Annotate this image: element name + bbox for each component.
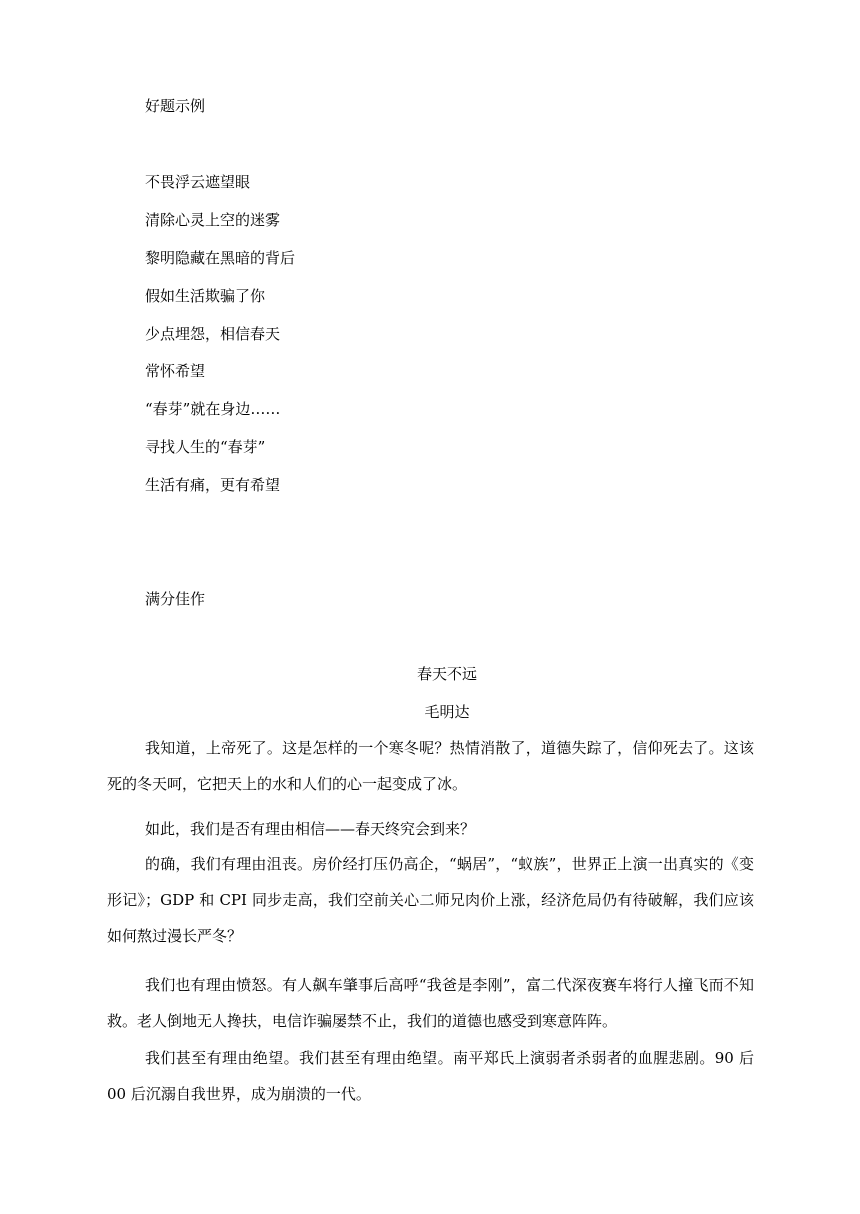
example-title: 清除心灵上空的迷雾 xyxy=(145,211,281,229)
example-title: 生活有痛，更有希望 xyxy=(145,476,281,494)
example-title: 假如生活欺骗了你 xyxy=(145,287,266,305)
example-title: 常怀希望 xyxy=(145,362,206,380)
essay-paragraph: 我们甚至有理由绝望。我们甚至有理由绝望。南平郑氏上演弱者杀弱者的血腥悲剧。90 后 00 后沉溺自我世界，成为崩溃的一代。 xyxy=(107,1049,754,1103)
essay-paragraph: 的确，我们有理由沮丧。房价经打压仍高企，“蜗居”，“蚁族”，世界正上演一出真实的《变形记》；GDP 和 CPI 同步走高，我们空前关心二师兄肉价上涨，经济危局仍有待破解，我们应该如何熬过漫长严冬？ xyxy=(107,855,754,945)
essay-author: 毛明达 xyxy=(424,703,470,721)
example-title: 寻找人生的“春芽” xyxy=(145,438,266,456)
example-title: 不畏浮云遮望眼 xyxy=(145,173,251,191)
essay-paragraph: 如此，我们是否有理由相信——春天终究会到来？ xyxy=(145,820,476,838)
example-title: 少点埋怨，相信春天 xyxy=(145,325,281,343)
full-marks-heading: 满分佳作 xyxy=(145,590,206,608)
essay-paragraph: 我们也有理由愤怒。有人飙车肇事后高呼“我爸是李刚”，富二代深夜赛车将行人撞飞而不知救。老人倒地无人搀扶，电信诈骗屡禁不止，我们的道德也感受到寒意阵阵。 xyxy=(107,976,754,1030)
example-title: “春芽”就在身边…… xyxy=(145,400,281,418)
essay-paragraph: 我知道，上帝死了。这是怎样的一个寒冬呢？热情消散了，道德失踪了，信仰死去了。这该死的冬天呵，它把天上的水和人们的心一起变成了冰。 xyxy=(107,739,754,793)
example-title: 黎明隐藏在黑暗的背后 xyxy=(145,249,296,267)
examples-heading: 好题示例 xyxy=(145,97,206,115)
essay-title: 春天不远 xyxy=(416,665,477,683)
